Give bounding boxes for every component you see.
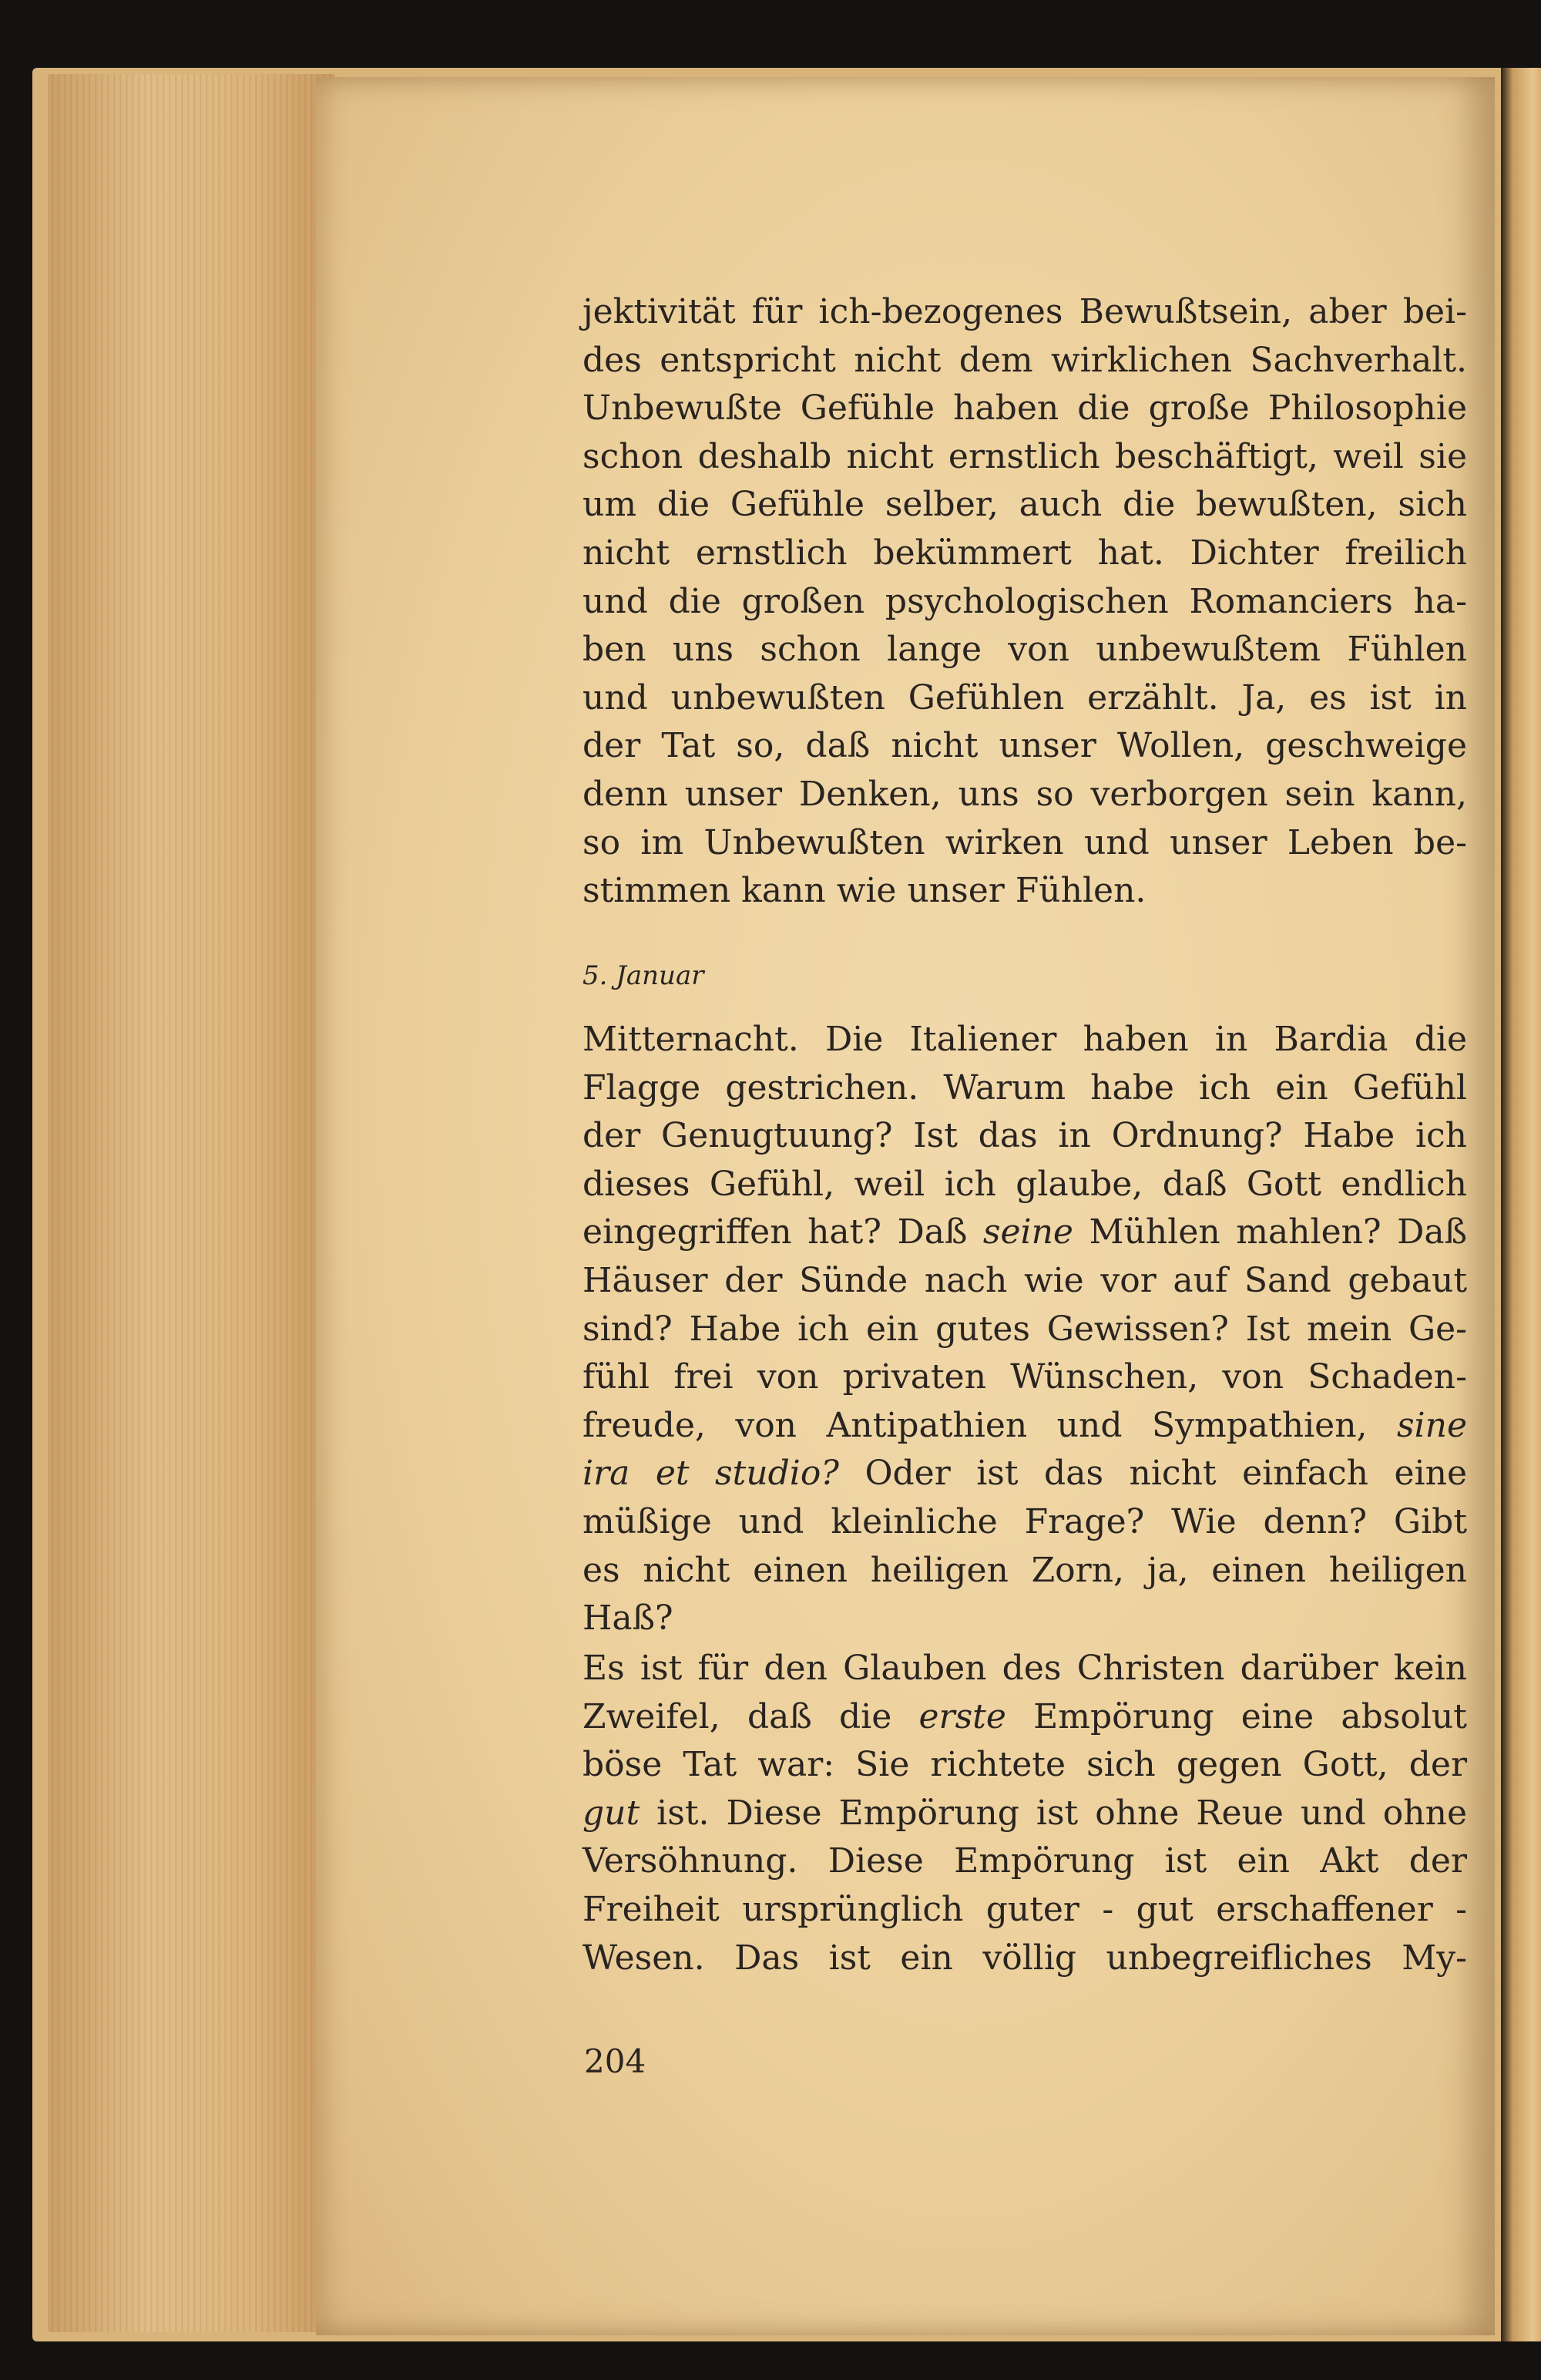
text-line <box>582 1450 1467 1498</box>
text-line: Wesen. Das ist ein völlig unbegreifliches My- <box>582 1938 1467 1978</box>
paragraph-3 <box>582 1645 1467 1982</box>
text-line <box>582 1208 1467 1257</box>
text-line <box>582 1693 1467 1742</box>
text-line: nicht ernstlich bekümmert hat. Dichter freilich <box>582 533 1467 573</box>
text-line: Versöhnung. Diese Empörung ist ein Akt der <box>582 1841 1467 1881</box>
emphasis-text: ira et studio? <box>582 1454 839 1494</box>
emphasis-text: erste <box>918 1696 1006 1736</box>
text-line: Es ist für den Glauben des Christen darüber kein <box>582 1649 1467 1688</box>
text-line: dieses Gefühl, weil ich glaube, daß Gott endlich <box>582 1164 1467 1204</box>
text-line: Flagge gestrichen. Warum habe ich ein Gefühl <box>582 1067 1467 1108</box>
text-line: der Tat so, daß nicht unser Wollen, geschweige <box>582 726 1467 766</box>
paragraph-1 <box>582 288 1467 916</box>
text-line: fühl frei von privaten Wünschen, von Schaden- <box>582 1357 1467 1397</box>
text-line: Unbewußte Gefühle haben die große Philosophie <box>582 388 1467 429</box>
paragraph-2 <box>582 1016 1467 1643</box>
text-line: es nicht einen heiligen Zorn, ja, einen heiligen <box>582 1550 1467 1590</box>
diary-date-heading: 5. Januar <box>582 960 704 991</box>
text-line: der Genugtuung? Ist das in Ordnung? Habe ich <box>582 1116 1467 1156</box>
emphasis-text: sine <box>1396 1405 1467 1445</box>
text-segment: Mühlen mahlen? Daß <box>1073 1212 1467 1252</box>
emphasis-text: gut <box>582 1793 640 1833</box>
text-line: Häuser der Sünde nach wie vor auf Sand gebaut <box>582 1260 1467 1300</box>
text-line: sind? Habe ich ein gutes Gewissen? Ist mein Ge- <box>582 1309 1467 1349</box>
text-line: Haß? <box>582 1598 673 1639</box>
text-line: und unbewußten Gefühlen erzählt. Ja, es ist in <box>582 677 1467 718</box>
text-segment: freude, von Antipathien und Sympathien, <box>582 1405 1397 1445</box>
text-line: müßige und kleinliche Frage? Wie denn? Gibt <box>582 1501 1467 1541</box>
emphasis-text: seine <box>982 1212 1073 1252</box>
text-line: denn unser Denken, uns so verborgen sein kann, <box>582 774 1467 814</box>
text-line: und die großen psychologischen Romanciers ha- <box>582 581 1467 621</box>
text-segment: Zweifel, daß die <box>582 1696 919 1736</box>
page-number: 204 <box>584 2042 646 2080</box>
text-line: ben uns schon lange von unbewußtem Fühlen <box>582 630 1467 670</box>
text-segment: Oder ist das nicht einfach eine <box>838 1454 1467 1494</box>
text-line: des entspricht nicht dem wirklichen Sachverhalt. <box>582 340 1467 380</box>
adjacent-page-edge <box>1501 68 1541 2341</box>
text-line <box>582 1402 1467 1451</box>
text-line: Mitternacht. Die Italiener haben in Bardia die <box>582 1020 1467 1059</box>
text-segment: eingegriffen hat? Daß <box>582 1212 983 1252</box>
text-line: böse Tat war: Sie richtete sich gegen Gott, der <box>582 1745 1467 1785</box>
text-segment: Empörung eine absolut <box>1006 1696 1467 1736</box>
text-segment: ist. Diese Empörung ist ohne Reue und ohne <box>640 1793 1467 1833</box>
text-line: jektivität für ich-bezogenes Bewußtsein, aber bei- <box>582 292 1467 331</box>
text-line: stimmen kann wie unser Fühlen. <box>582 871 1147 911</box>
text-line: um die Gefühle selber, auch die bewußten, sich <box>582 485 1467 525</box>
page-stack-edges <box>48 74 334 2332</box>
text-line: so im Unbewußten wirken und unser Leben be- <box>582 822 1467 862</box>
text-line: Freiheit ursprünglich guter - gut erschaffener - <box>582 1889 1467 1929</box>
text-line <box>582 1790 1467 1838</box>
text-line: schon deshalb nicht ernstlich beschäftigt, weil sie <box>582 436 1467 476</box>
